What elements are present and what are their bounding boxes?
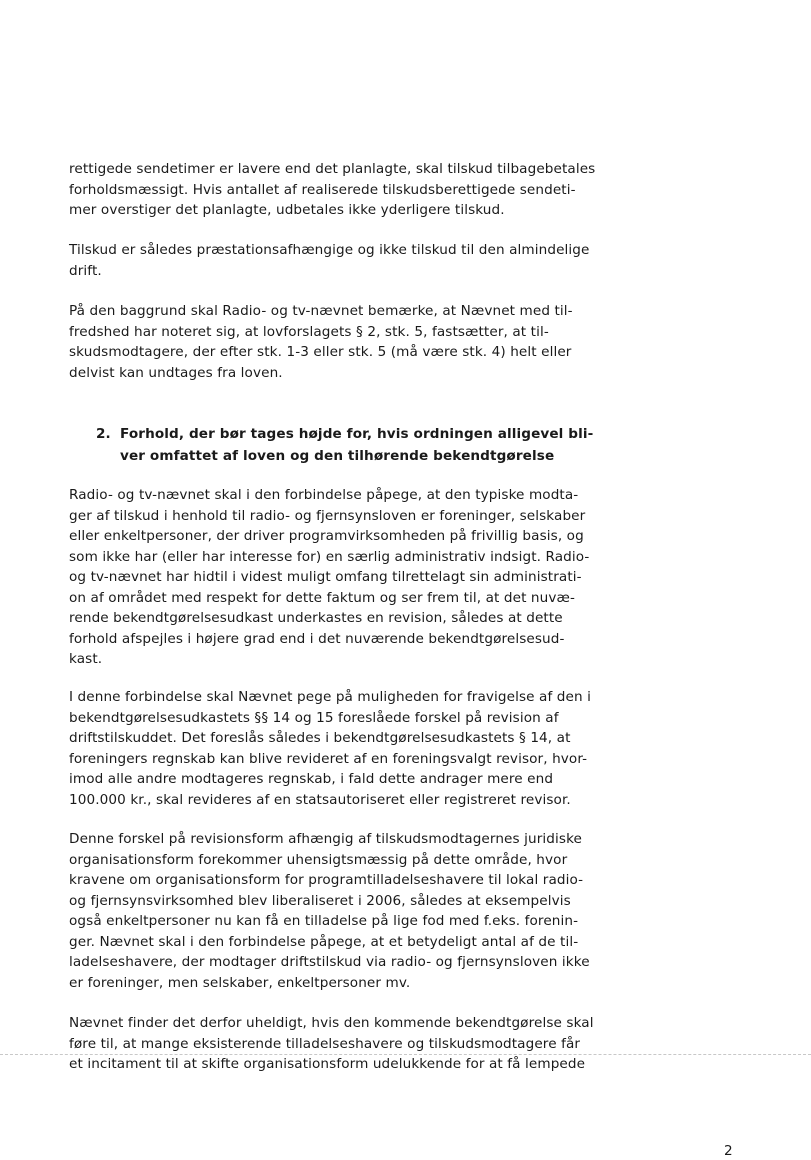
text-line: også enkeltpersoner nu kan få en tilladelse på lige fod med f.eks. forenin- <box>69 913 579 929</box>
text-line: eller enkeltpersoner, der driver programvirksomheden på frivillig basis, og <box>69 528 584 544</box>
text-line: on af området med respekt for dette faktum og ser frem til, at det nuvæ- <box>69 589 575 606</box>
page-number: 2 <box>724 1143 733 1159</box>
paragraph-1 <box>69 159 609 221</box>
text-line: føre til, at mange eksisterende tilladelseshavere og tilskudsmodtagere får <box>69 1035 581 1052</box>
text-line: driftstilskuddet. Det foreslås således i bekendtgørelsesudkastets § 14, at <box>69 730 571 746</box>
text-line: 100.000 kr., skal revideres af en statsautoriseret eller registreret revisor. <box>69 791 571 808</box>
text-line: På den baggrund skal Radio- og tv-nævnet bemærke, at Nævnet med til- <box>69 303 573 319</box>
text-line: rettigede sendetimer er lavere end det planlagte, skal tilskud tilbagebetales <box>69 161 596 177</box>
text-line: mer overstiger det planlagte, udbetales ikke yderligere tilskud. <box>69 202 505 218</box>
text-line: organisationsform forekommer uhensigtsmæssig på dette område, hvor <box>69 851 568 868</box>
section-number: 2. <box>96 426 111 442</box>
paragraph-6 <box>69 829 609 993</box>
paragraph-3 <box>69 301 609 383</box>
text-line: og tv-nævnet har hidtil i videst muligt omfang tilrettelagt sin administrati- <box>69 569 582 585</box>
text-line: Nævnet finder det derfor uheldigt, hvis den kommende bekendtgørelse skal <box>69 1015 594 1031</box>
text-line: foreningers regnskab kan blive revideret af en foreningsvalgt revisor, hvor- <box>69 750 588 767</box>
paragraph-2 <box>69 240 609 281</box>
heading-line: ver omfattet af loven og den tilhørende bekendtgørelse <box>120 448 555 464</box>
paragraph-5 <box>69 687 609 810</box>
text-line: Denne forskel på revisionsform afhængig af tilskudsmodtagernes juridiske <box>69 831 583 847</box>
heading-line: Forhold, der bør tages højde for, hvis ordningen alligevel bli- <box>120 426 594 442</box>
text-line: bekendtgørelsesudkastets §§ 14 og 15 foreslåede forskel på revision af <box>69 709 559 726</box>
paragraph-7 <box>69 1013 609 1075</box>
text-line: Radio- og tv-nævnet skal i den forbindelse påpege, at den typiske modta- <box>69 487 579 503</box>
text-line: ladelseshavere, der modtager driftstilskud via radio- og fjernsynsloven ikke <box>69 954 590 970</box>
section-heading <box>96 423 616 467</box>
text-line: forholdsmæssigt. Hvis antallet af realiserede tilskudsberettigede sendeti- <box>69 181 576 198</box>
scan-artifact-divider <box>0 1054 811 1055</box>
text-line: rende bekendtgørelsesudkast underkastes en revision, således at dette <box>69 610 563 626</box>
text-line: imod alle andre modtageres regnskab, i fald dette andrager mere end <box>69 771 554 787</box>
text-line: delvist kan undtages fra loven. <box>69 364 283 381</box>
text-line: som ikke har (eller har interesse for) en særlig administrativ indsigt. Radio- <box>69 548 590 565</box>
text-line: drift. <box>69 262 102 279</box>
text-line: skudsmodtagere, der efter stk. 1-3 eller stk. 5 (må være stk. 4) helt eller <box>69 344 572 360</box>
text-line: ger af tilskud i henhold til radio- og fjernsynsloven er foreninger, selskaber <box>69 507 586 524</box>
text-line: Tilskud er således præstationsafhængige og ikke tilskud til den almindelige <box>69 242 590 258</box>
paragraph-4 <box>69 485 609 670</box>
text-line: I denne forbindelse skal Nævnet pege på muligheden for fravigelse af den i <box>69 689 591 705</box>
text-line: fredshed har noteret sig, at lovforslagets § 2, stk. 5, fastsætter, at til- <box>69 323 549 340</box>
text-line: forhold afspejles i højere grad end i det nuværende bekendtgørelsesud- <box>69 630 565 647</box>
text-line: og fjernsynsvirksomhed blev liberaliseret i 2006, således at eksempelvis <box>69 892 571 909</box>
text-line: et incitament til at skifte organisationsform udelukkende for at få lempede <box>69 1056 586 1072</box>
text-line: er foreninger, men selskaber, enkeltpersoner mv. <box>69 974 411 991</box>
text-line: kast. <box>69 651 103 667</box>
text-line: ger. Nævnet skal i den forbindelse påpege, at et betydeligt antal af de til- <box>69 933 579 950</box>
text-line: kravene om organisationsform for programtilladelseshavere til lokal radio- <box>69 872 584 888</box>
